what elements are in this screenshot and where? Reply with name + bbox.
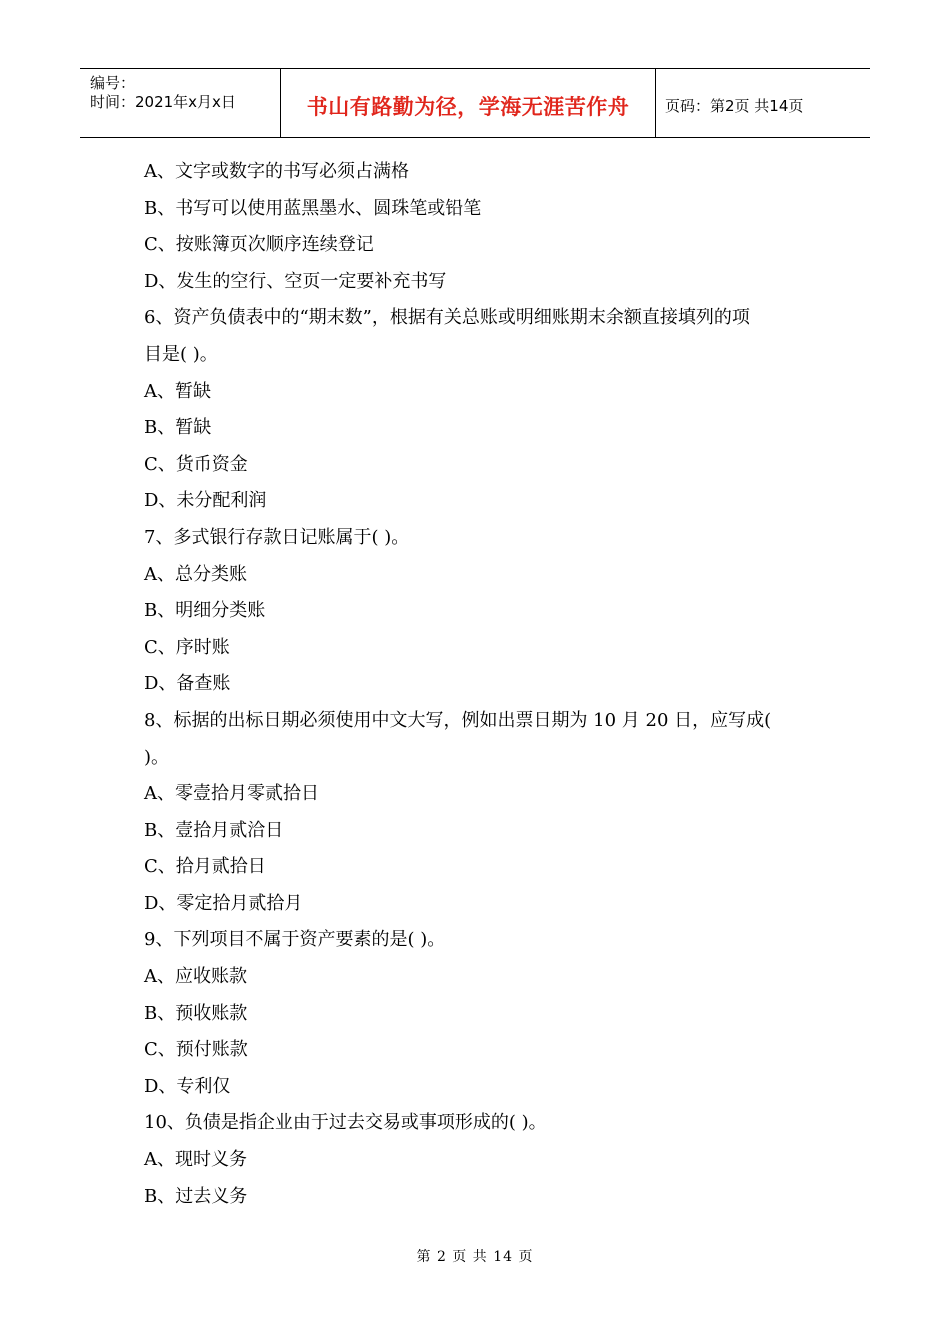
text-line: B、壹拾月贰洽日 [144, 819, 284, 841]
text-line: A、文字或数字的书写必须占满格 [144, 161, 409, 182]
text-line: D、专利仅 [144, 1075, 231, 1097]
text-line: B、书写可以使用蓝黑墨水、圆珠笔或铅笔 [144, 197, 482, 219]
header-meta-cell [80, 69, 280, 137]
header-page-cell [655, 69, 870, 137]
header-motto: 书山有路勤为径，学海无涯苦作舟 [306, 95, 630, 119]
text-line: B、明细分类账 [144, 600, 266, 622]
text-line: A、现时义务 [144, 1149, 247, 1171]
page-footer: 第 2 页 共 14 页 [416, 1249, 534, 1265]
text-line: D、未分配利润 [144, 490, 267, 512]
text-line: 目是( )。 [144, 343, 218, 365]
text-line: C、拾月贰拾日 [144, 856, 266, 878]
text-line: A、总分类账 [144, 563, 247, 585]
text-line: D、备查账 [144, 673, 231, 695]
question-10: 10、负债是指企业由于过去交易或事项形成的( )。 [144, 1112, 547, 1134]
header-page-info: 页码：第2页 共14页 [665, 97, 804, 115]
text-line: B、暂缺 [144, 417, 212, 439]
text-line: C、按账簿页次顺序连续登记 [144, 234, 374, 256]
text-line: B、预收账款 [144, 1002, 248, 1024]
number-label: 编号： [90, 74, 136, 92]
question-7: 7、多式银行存款日记账属于( )。 [144, 526, 410, 548]
question-content [144, 154, 824, 1215]
text-line: D、发生的空行、空页一定要补充书写 [144, 270, 447, 292]
page-header [80, 68, 870, 138]
question-9: 9、下列项目不属于资产要素的是( )。 [144, 929, 446, 951]
question-6: 6、资产负债表中的“期末数”，根据有关总账或明细账期末余额直接填列的项 [144, 307, 750, 329]
text-line: A、零壹拾月零贰拾日 [144, 783, 319, 805]
time-label: 时间：2021年x月x日 [90, 93, 236, 111]
text-line: C、预付账款 [144, 1039, 248, 1061]
text-line: A、应收账款 [144, 966, 247, 988]
question-8: 8、标据的出标日期必须使用中文大写，例如出票日期为 10 月 20 日，应写成( [144, 709, 772, 731]
text-line: C、货币资金 [144, 453, 248, 475]
header-motto-cell [280, 69, 656, 137]
text-line: B、过去义务 [144, 1185, 248, 1207]
text-line: C、序时账 [144, 636, 230, 658]
text-line: A、暂缺 [144, 380, 211, 402]
text-line: )。 [144, 746, 170, 768]
text-line: D、零定拾月贰拾月 [144, 892, 303, 914]
